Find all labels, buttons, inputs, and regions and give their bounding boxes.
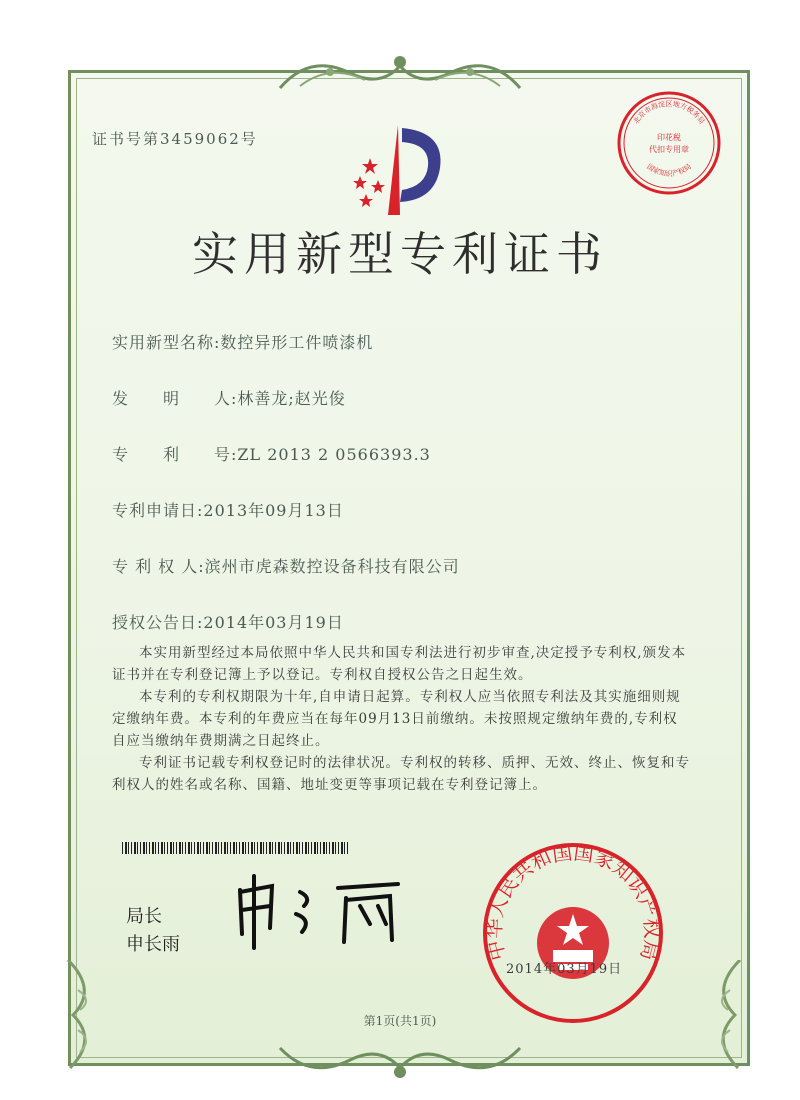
field-label: 实用新型名称: (112, 333, 221, 352)
barcode (122, 842, 350, 854)
field-value: 滨州市虎森数控设备科技有限公司 (204, 557, 460, 576)
certificate-body (112, 642, 692, 796)
svg-text:北京市海淀区地方税务局 (631, 99, 706, 125)
tax-seal-inner-1: 印花税 (657, 133, 681, 142)
tax-seal-ring-text: 北京市海淀区地方税务局 (632, 100, 706, 126)
field-application-date (112, 498, 344, 521)
field-value: 2014年03月19日 (203, 613, 344, 632)
field-label: 专 利 权 人: (112, 557, 205, 576)
top-ornament (270, 48, 530, 98)
official-seal (478, 838, 668, 1028)
field-inventor (112, 386, 346, 409)
seal-date: 2014年03月19日 (506, 962, 623, 977)
tax-seal (614, 88, 724, 198)
certificate-title: 实用新型专利证书 (192, 227, 608, 281)
body-paragraph: 本专利的专利权期限为十年,自申请日起算。专利权人应当依照专利法及其实施细则规定缴纳年费。本专利的年费应当在每年09月13日前缴纳。未按照规定缴纳年费的,专利权自应当缴纳年费期满之日起终止。 (112, 689, 681, 749)
field-patent-number (112, 442, 431, 465)
bottom-ornament (270, 1040, 530, 1085)
official-seal-text: 中华人民共和国国家知识产权局 (481, 840, 665, 963)
field-grant-date (112, 610, 344, 633)
field-label: 授权公告日: (112, 613, 204, 632)
svg-text:国家知识产权局 (645, 162, 693, 178)
field-value: 数控异形工件喷漆机 (220, 333, 374, 352)
body-paragraph: 本实用新型经过本局依照中华人民共和国专利法进行初步审查,决定授予专利权,颁发本证书并在专利登记簿上予以登记。专利权自授权公告之日起生效。 (112, 645, 687, 683)
field-label: 专利申请日: (112, 501, 204, 520)
tax-seal-inner-2: 代扣专用章 (649, 145, 689, 154)
patent-office-logo (340, 120, 460, 220)
tax-seal-bottom-text: 国家知识产权局 (645, 162, 693, 178)
handwritten-signature (228, 872, 428, 952)
body-paragraph: 专利证书记载专利权登记时的法律状况。专利权的转移、质押、无效、终止、恢复和专利权人的姓名或名称、国籍、地址变更等事项记载在专利登记簿上。 (112, 755, 690, 793)
field-value: 林善龙;赵光俊 (237, 389, 346, 408)
field-label: 发 明 人: (112, 389, 238, 408)
field-value: 2013年09月13日 (203, 501, 344, 520)
certificate-number: 证书号第3459062号 (92, 130, 258, 148)
signatory-title: 局长 (126, 906, 162, 927)
field-utility-model-name (112, 330, 373, 353)
page-footer: 第1页(共1页) (363, 1014, 437, 1028)
signatory-name: 申长雨 (126, 934, 180, 955)
field-value: ZL 2013 2 0566393.3 (237, 445, 431, 464)
field-label: 专 利 号: (112, 445, 238, 464)
field-patentee (112, 554, 460, 577)
